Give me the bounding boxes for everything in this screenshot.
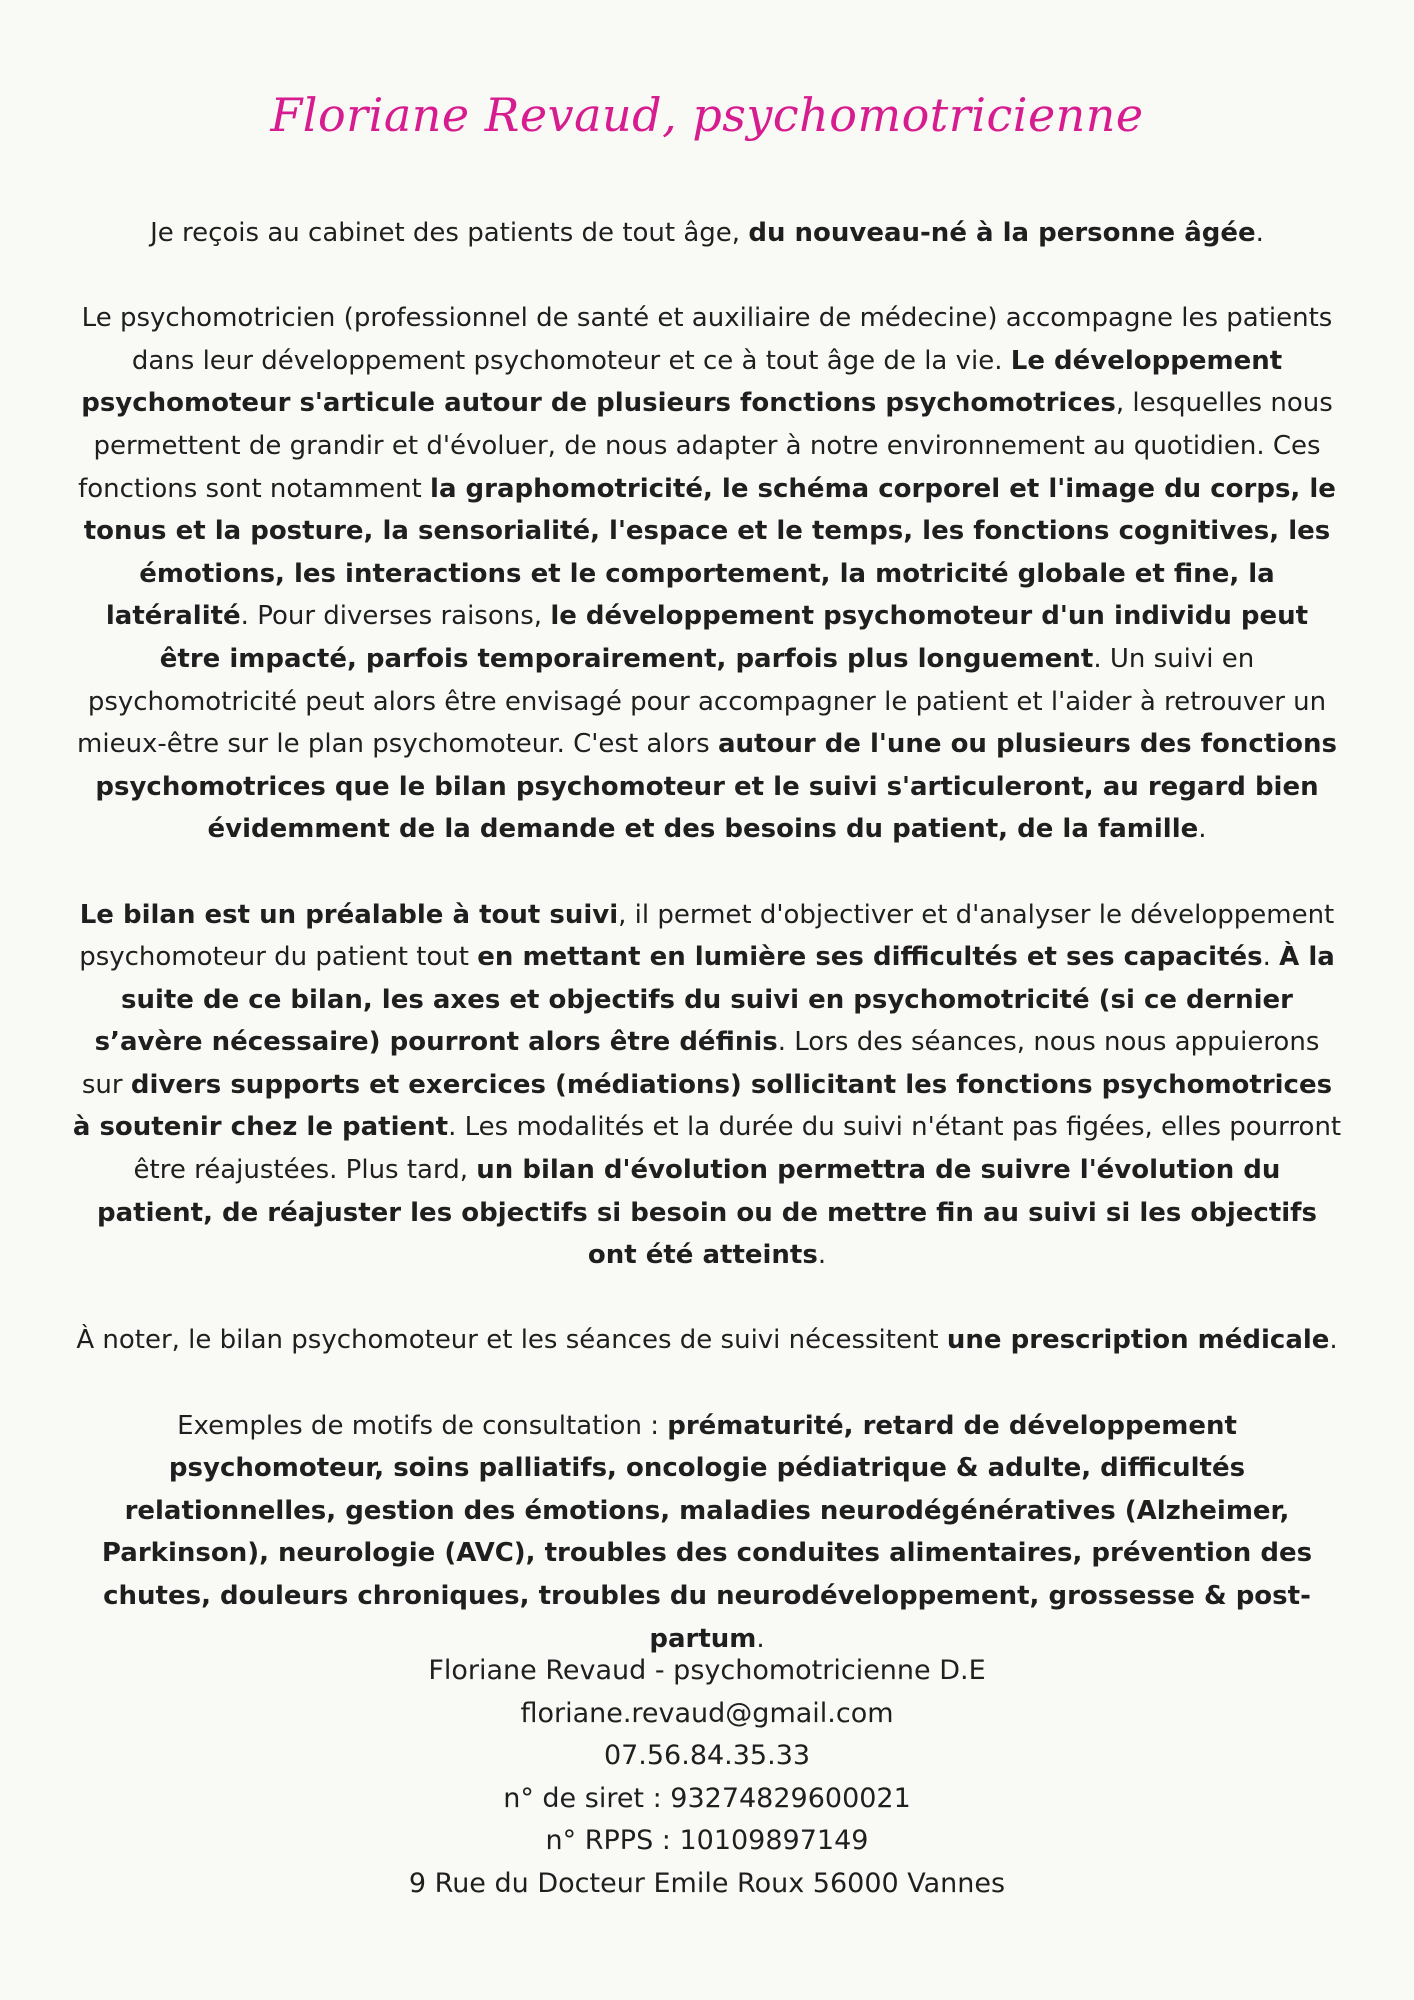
contact-siret: n° de siret : 93274829600021: [503, 1782, 911, 1814]
paragraph-intro: [72, 212, 1342, 255]
bold-text: un bilan d'évolution permettra de suivre l'évolution du patient, de réajuster les objectifs si besoin ou de mettre fin au suivi si les objectifs ont été atteints: [97, 1155, 1317, 1271]
paragraph-prescription: [72, 1319, 1342, 1362]
bold-text: le développement psychomoteur d'un individu peut être impacté, parfois temporairement, parfois plus longuement: [159, 601, 1309, 674]
bold-text: du nouveau-né à la personne âgée: [748, 218, 1256, 248]
body-text: .: [817, 1240, 827, 1271]
paragraph-bilan: [72, 894, 1342, 1277]
body-text: Le psychomotricien (professionnel de santé et auxiliaire de médecine) accompagne les patients dans leur développement psychomoteur et ce à tout âge de la vie.: [81, 303, 1333, 376]
body-text: . Lors des séances, nous nous appuierons sur: [81, 1027, 1320, 1100]
bold-text: en mettant en lumière ses difficultés et ses capacités: [477, 942, 1263, 973]
bold-text: divers supports et exercices (médiations) sollicitant les fonctions psychomotrices à soutenir chez le patient: [72, 1069, 1333, 1143]
bold-text: autour de l'une ou plusieurs des fonctions psychomotrices que le bilan psychomoteur et le suivi s'articuleront, au regard bien évidemment de la demande et des besoins du patient, de la famille: [95, 729, 1337, 845]
contact-phone[interactable]: 07.56.84.35.33: [603, 1740, 811, 1771]
body-text: .: [756, 1623, 765, 1654]
bold-text: Le bilan est un préalable à tout suivi: [79, 899, 619, 930]
contact-address: 9 Rue du Docteur Emile Roux 56000 Vannes: [408, 1867, 1006, 1899]
bold-text: une prescription médicale: [946, 1325, 1330, 1356]
body-text: .: [1262, 942, 1280, 973]
bold-text: Le développement psychomoteur s'articule autour de plusieurs fonctions psychomotrices: [81, 345, 1283, 419]
body-text: , il permet d'objectiver et d'analyser le développement psychomoteur du patient tout: [79, 899, 1335, 973]
body-text: .: [1255, 218, 1264, 248]
contact-email[interactable]: floriane.revaud@gmail.com: [520, 1697, 894, 1729]
body-text: . Pour diverses raisons,: [240, 601, 551, 632]
bold-text: la graphomotricité, le schéma corporel et l'image du corps, le tonus et la posture, la sensorialité, l'espace et le temps, les fonctions cognitives, les émotions, les interactions et le comportement, la motricité globale et fine, la latéralité: [83, 473, 1336, 632]
body-text: À noter, le bilan psychomoteur et les séances de suivi nécessitent: [76, 1325, 947, 1356]
contact-rpps: n° RPPS : 10109897149: [545, 1825, 869, 1856]
body-text: . Les modalités et la durée du suivi n'étant pas figées, elles pourront être réajustées. Plus tard,: [133, 1112, 1342, 1186]
contact-block: [0, 1650, 1414, 1905]
main-content: [72, 212, 1342, 1703]
body-text: . Un suivi en psychomotricité peut alors être envisagé pour accompagner le patient et l'aider à retrouver un mieux-être sur le plan psychomoteur. C'est alors: [77, 643, 1327, 760]
body-text: .: [1329, 1325, 1338, 1356]
bold-text: À la suite de ce bilan, les axes et objectifs du suivi en psychomotricité (si ce dernier s’avère nécessaire) pourront alors être définis: [94, 942, 1335, 1058]
body-text: .: [1198, 814, 1207, 845]
paragraph-motifs: [72, 1405, 1342, 1661]
contact-name: Floriane Revaud - psychomotricienne D.E: [428, 1655, 986, 1686]
bold-text: prématurité, retard de développement psychomoteur, soins palliatifs, oncologie pédiatrique & adulte, difficultés relationnelles, gestion des émotions, maladies neurodégénératives (Alzheimer, Parkinson), neurologie (AVC), troubles des conduites alimentaires, prévention des chutes, douleurs chroniques, troubles du neurodéveloppement, grossesse & post-partum: [101, 1410, 1313, 1654]
paragraph-psychomotricien: [72, 297, 1342, 851]
body-text: Je reçois au cabinet des patients de tout âge,: [150, 218, 749, 248]
body-text: , lesquelles nous permettent de grandir et d'évoluer, de nous adapter à notre environnement au quotidien. Ces fonctions sont notamment: [78, 388, 1333, 504]
body-text: Exemples de motifs de consultation :: [177, 1410, 668, 1441]
page-title: Floriane Revaud, psychomotricienne: [270, 88, 1144, 142]
